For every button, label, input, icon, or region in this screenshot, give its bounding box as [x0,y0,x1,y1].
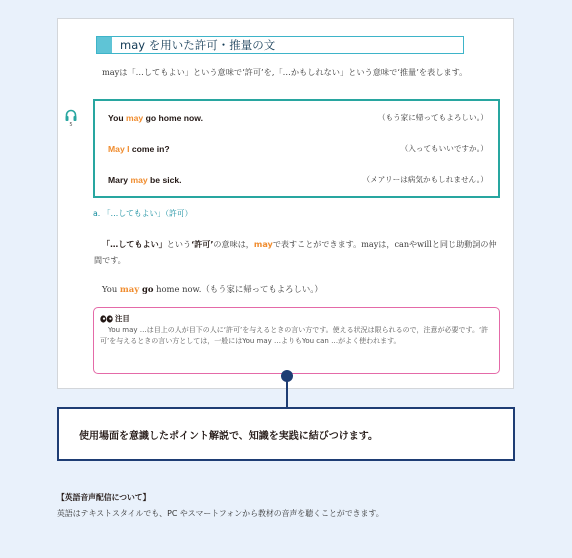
example-japanese: （メアリーは病気かもしれません。） [362,175,488,184]
example-english: Mary may be sick. [108,174,182,185]
example-row [108,143,488,154]
callout-box [57,407,515,461]
footer-body: 英語はテキストスタイルでも、PC やスマートフォンから教材の音声を聴くことができます。 [57,509,384,518]
section-title-bar [96,36,464,54]
example-row [108,112,488,123]
example-row [108,174,488,185]
example-english: You may go home now. [108,112,204,123]
connector-dot [281,370,293,382]
audio-marker [64,109,78,128]
intro-text: mayは「…してもよい」という意味で‘許可’を,「…かもしれない」という意味で‘推量’を表します。 [102,67,468,77]
footer-heading: 【英語音声配信について】 [57,493,151,502]
section-title: may を用いた許可・推量の文 [120,38,276,52]
note-text: You may …は目上の人が目下の人に‘許可’を与えるときの言い方です。使える状況は限られるので，注意が必要です。‘許可’を与えるときの言い方としては，一般にはYou may …よりもYou can …がよく使われます。 [100,326,489,345]
audio-track-number: 5 [69,122,73,128]
textbook-page [57,18,514,389]
example-japanese: （もう家に帰ってもよろしい。） [377,113,488,122]
eyes-icon [100,315,113,323]
callout-text: 使用場面を意識したポイント解説で、知識を実践に結びつけます。 [79,430,378,442]
note-label: 注目 [115,314,130,323]
headphones-icon [65,109,77,122]
note-box [93,307,500,374]
title-marker [97,37,112,53]
example-japanese: （入ってもいいですか。） [400,144,488,153]
example-box [93,99,500,198]
note-header [100,313,493,324]
example-english: May I come in? [108,143,170,154]
explanation-paragraph: 「…してもよい」という‘許可’の意味は，mayで表すことができます。mayは，canやwillと同じ助動詞の仲間です。 [94,239,497,265]
subsection-heading: a. 「…してもよい」（許可） [93,209,193,218]
inline-example: You may go home now.（もう家に帰ってもよろしい。） [102,284,323,294]
